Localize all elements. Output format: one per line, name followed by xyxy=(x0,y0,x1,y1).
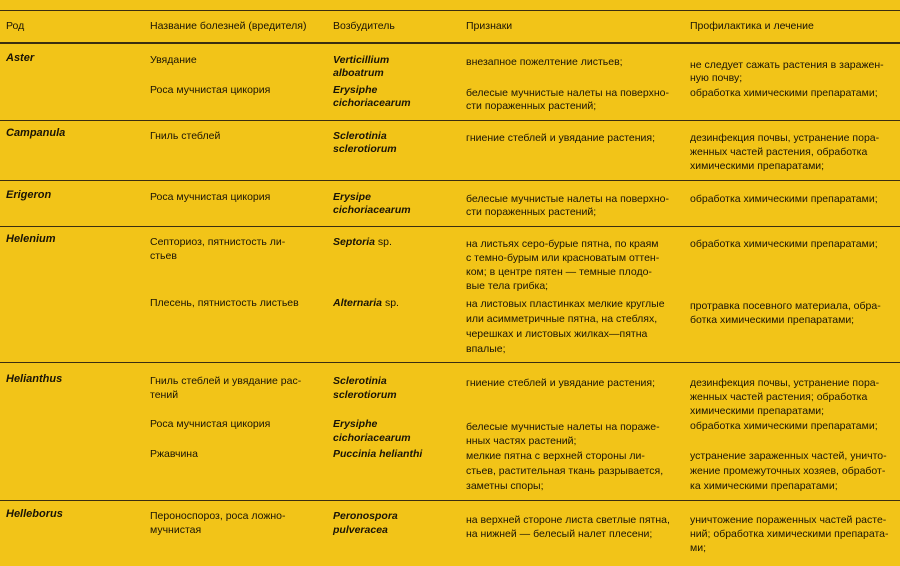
signs-text: белесые мучнистые налеты на поверхно- xyxy=(466,193,670,205)
signs-text: впалые; xyxy=(466,343,506,355)
genus-name: Helleborus xyxy=(6,508,63,520)
disease-name: Гниль стеблей xyxy=(150,130,221,142)
header-bottom-rule xyxy=(0,42,900,44)
prevention-text: обработка химическими препаратами; xyxy=(690,87,878,99)
prevention-text: уничтожение пораженных частей расте- xyxy=(690,514,887,526)
signs-text: стьев, растительная ткань разрывается, xyxy=(466,465,664,477)
pathogen-species-abbrev: sp. xyxy=(382,297,399,309)
disease-name: Пероноспороз, роса ложно- xyxy=(150,510,286,522)
signs-text: с темно-бурым или красноватым оттен- xyxy=(466,252,660,264)
prevention-text: обработка химическими препаратами; xyxy=(690,193,878,205)
signs-text: белесые мучнистые налеты на пораже- xyxy=(466,421,660,433)
prevention-text: ний; обработка химическими препарата- xyxy=(690,528,889,540)
prevention-text: ка химическими препаратами; xyxy=(690,480,838,492)
pathogen-name: pulveracea xyxy=(333,524,388,536)
signs-text: гниение стеблей и увядание растения; xyxy=(466,132,655,144)
header-genus: Род xyxy=(6,20,25,32)
pathogen-name xyxy=(333,236,392,249)
disease-name: Роса мучнистая цикория xyxy=(150,418,271,430)
disease-name: Гниль стеблей и увядание рас- xyxy=(150,375,302,387)
pathogen-name: Sclerotinia xyxy=(333,130,387,142)
genus-name: Erigeron xyxy=(6,189,52,201)
signs-text: внезапное пожелтение листьев; xyxy=(466,56,623,68)
disease-name: стьев xyxy=(150,250,177,262)
pathogen-name: Verticillium xyxy=(333,54,390,66)
signs-text: заметны споры; xyxy=(466,480,544,492)
prevention-text: обработка химическими препаратами; xyxy=(690,238,878,250)
genus-name: Helenium xyxy=(6,233,56,245)
pathogen-species-abbrev: sp. xyxy=(375,236,392,248)
signs-text: вые тела грибка; xyxy=(466,280,549,292)
pathogen-name: cichoriacearum xyxy=(333,432,411,444)
pathogen-genus: Septoria xyxy=(333,236,376,248)
header-signs: Признаки xyxy=(466,20,513,32)
prevention-text: устранение зараженных частей, уничто- xyxy=(690,450,887,462)
prevention-text: жение промежуточных хозяев, обработ- xyxy=(690,465,886,477)
row-divider xyxy=(0,180,900,181)
disease-name: тений xyxy=(150,389,179,401)
prevention-text: дезинфекция почвы, устранение пора- xyxy=(690,377,880,389)
pathogen-name: Sclerotinia xyxy=(333,375,387,387)
prevention-text: обработка химическими препаратами; xyxy=(690,420,878,432)
prevention-text: ми; xyxy=(690,542,707,554)
pathogen-genus: Alternaria xyxy=(333,297,383,309)
signs-text: белесые мучнистые налеты на поверхно- xyxy=(466,87,670,99)
signs-text: гниение стеблей и увядание растения; xyxy=(466,377,655,389)
prevention-text: женных частей растения; обработка xyxy=(690,391,868,403)
row-divider xyxy=(0,120,900,121)
genus-name: Aster xyxy=(6,52,35,64)
header-disease: Название болезней (вредителя) xyxy=(150,20,307,32)
pathogen-name: Erysiphe xyxy=(333,418,378,430)
header-pathogen: Возбудитель xyxy=(333,20,395,32)
row-divider xyxy=(0,362,900,363)
signs-text: черешках и листовых жилках—пятна xyxy=(466,328,648,340)
pathogen-name xyxy=(333,297,399,310)
prevention-text: протравка посевного материала, обра- xyxy=(690,300,881,312)
prevention-text: ную почву; xyxy=(690,72,743,84)
disease-name: мучнистая xyxy=(150,524,202,536)
disease-name: Роса мучнистая цикория xyxy=(150,191,271,203)
signs-text: сти пораженных растений; xyxy=(466,206,597,218)
disease-name: Плесень, пятнистость листьев xyxy=(150,297,299,309)
signs-text: мелкие пятна с верхней стороны ли- xyxy=(466,450,645,462)
pathogen-name: Peronospora xyxy=(333,510,398,522)
prevention-text: дезинфекция почвы, устранение пора- xyxy=(690,132,880,144)
disease-name: Увядание xyxy=(150,54,197,66)
pathogen-name: Erysipe xyxy=(333,191,371,203)
signs-text: нных частях растений; xyxy=(466,435,577,447)
prevention-text: женных частей растения, обработка xyxy=(690,146,868,158)
disease-name: Ржавчина xyxy=(150,448,198,460)
signs-text: или асимметричные пятна, на стеблях, xyxy=(466,313,658,325)
disease-name: Роса мучнистая цикория xyxy=(150,84,271,96)
signs-text: на нижней — белесый налет плесени; xyxy=(466,528,653,540)
signs-text: на листовых пластинках мелкие круглые xyxy=(466,298,665,310)
pathogen-name: sclerotiorum xyxy=(333,143,397,155)
signs-text: ком; в центре пятен — темные плодо- xyxy=(466,266,652,278)
pathogen-name: sclerotiorum xyxy=(333,389,397,401)
pathogen-name: alboatrum xyxy=(333,67,384,79)
prevention-text: ботка химическими препаратами; xyxy=(690,314,855,326)
pathogen-name: cichoriacearum xyxy=(333,97,411,109)
genus-name: Helianthus xyxy=(6,373,63,385)
prevention-text: химическими препаратами; xyxy=(690,160,825,172)
pathogen-name: cichoriacearum xyxy=(333,204,411,216)
row-divider xyxy=(0,500,900,501)
signs-text: сти пораженных растений; xyxy=(466,100,597,112)
pathogen-name: Erysiphe xyxy=(333,84,378,96)
prevention-text: химическими препаратами; xyxy=(690,405,825,417)
header-prevention: Профилактика и лечение xyxy=(690,20,814,32)
signs-text: на верхней стороне листа светлые пятна, xyxy=(466,514,670,526)
prevention-text: не следует сажать растения в заражен- xyxy=(690,59,884,71)
disease-name: Септориоз, пятнистость ли- xyxy=(150,236,286,248)
pathogen-name: Puccinia helianthi xyxy=(333,448,423,460)
genus-name: Campanula xyxy=(6,127,66,139)
row-divider xyxy=(0,226,900,227)
signs-text: на листьях серо-бурые пятна, по краям xyxy=(466,238,659,250)
table-top-rule xyxy=(0,10,900,11)
